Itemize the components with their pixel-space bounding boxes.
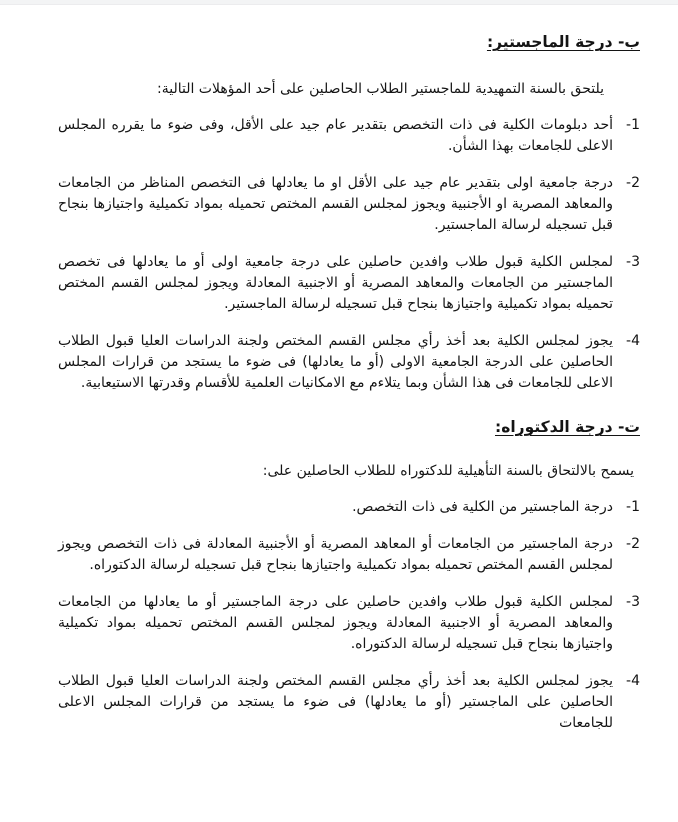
section-masters	[58, 32, 640, 394]
masters-numbered-list	[58, 115, 640, 394]
item-number: 1-	[626, 499, 640, 515]
list-item	[58, 671, 640, 734]
list-item	[58, 252, 640, 315]
item-text: درجة الماجستير من الكلية فى ذات التخصص.	[352, 499, 613, 515]
list-item	[58, 173, 640, 236]
list-item	[58, 592, 640, 655]
item-text: يجوز لمجلس الكلية بعد أخذ رأي مجلس القسم المختص ولجنة الدراسات العليا قبول الطلاب الحاصلين على الماجستير (أو ما يعادلها) فى ضوء ما يستجد من قرارات المجلس الاعلى للجامعات	[58, 673, 613, 731]
list-item	[58, 115, 640, 157]
doctorate-heading-text: ت- درجة الدكتوراه:	[495, 418, 640, 436]
doctorate-numbered-list	[58, 497, 640, 734]
document-body	[0, 5, 678, 734]
section-doctorate	[58, 417, 640, 734]
doctorate-intro-paragraph: يسمح بالالتحاق بالسنة التأهيلية للدكتوراه للطلاب الحاصلين على:	[262, 463, 634, 479]
item-number: 3-	[626, 594, 640, 610]
item-number: 1-	[626, 117, 640, 133]
item-text: يجوز لمجلس الكلية بعد أخذ رأي مجلس القسم المختص ولجنة الدراسات العليا قبول الطلاب الحاصلين على الدرجة الجامعية الاولى (أو ما يعادلها) فى ضوء ما يستجد من قرارات المجلس الاعلى للجامعات فى هذا الشأن وبما يتلاءم مع الامكانيات العلمية للأقسام وقدرتها الاستيعابية.	[58, 333, 613, 391]
masters-section-heading	[58, 32, 640, 53]
masters-heading-text: ب- درجة الماجستير:	[486, 33, 640, 51]
item-text: لمجلس الكلية قبول طلاب وافدين حاصلين على درجة الماجستير أو ما يعادلها من الجامعات والمعاهد المصرية أو الاجنبية المعادلة ويجوز لمجلس القسم المختص تحميله بمواد تكميلية واجتيازها بنجاح قبل تسجيله لرسالة الدكتوراه.	[58, 594, 613, 652]
item-number: 2-	[626, 536, 640, 552]
masters-intro-paragraph: يلتحق بالسنة التمهيدية للماجستير الطلاب الحاصلين على أحد المؤهلات التالية:	[157, 81, 604, 97]
item-text: أحد دبلومات الكلية فى ذات التخصص بتقدير عام جيد على الأقل، وفى ضوء ما يقرره المجلس الاعلى للجامعات بهذا الشأن.	[58, 117, 613, 154]
doctorate-section-heading	[58, 417, 640, 438]
item-number: 3-	[626, 254, 640, 270]
item-number: 2-	[626, 175, 640, 191]
item-text: درجة الماجستير من الجامعات أو المعاهد المصرية أو الأجنبية المعادلة فى ذات التخصص ويجوز لمجلس القسم المختص تحميله بمواد تكميلية واجتيازها بنجاح قبل تسجيله لرسالة الدكتوراه.	[58, 536, 613, 573]
item-text: درجة جامعية اولى بتقدير عام جيد على الأقل او ما يعادلها فى التخصص المناظر من الجامعات والمعاهد المصرية او الأجنبية ويجوز لمجلس القسم المختص تحميله بمواد تكميلية واجتيازها بنجاح قبل تسجيله لرسالة الماجستير.	[58, 175, 613, 233]
list-item	[58, 331, 640, 394]
item-text: لمجلس الكلية قبول طلاب وافدين حاصلين على درجة جامعية اولى أو ما يعادلها فى تخصص الماجستير من الجامعات والمعاهد المصرية أو الاجنبية المعادلة ويجوز لمجلس القسم المختص تحميله بمواد تكميلية واجتيازها بنجاح قبل تسجيله لرسالة الماجستير.	[58, 254, 613, 312]
list-item	[58, 497, 640, 518]
item-number: 4-	[626, 673, 640, 689]
list-item	[58, 534, 640, 576]
item-number: 4-	[626, 333, 640, 349]
